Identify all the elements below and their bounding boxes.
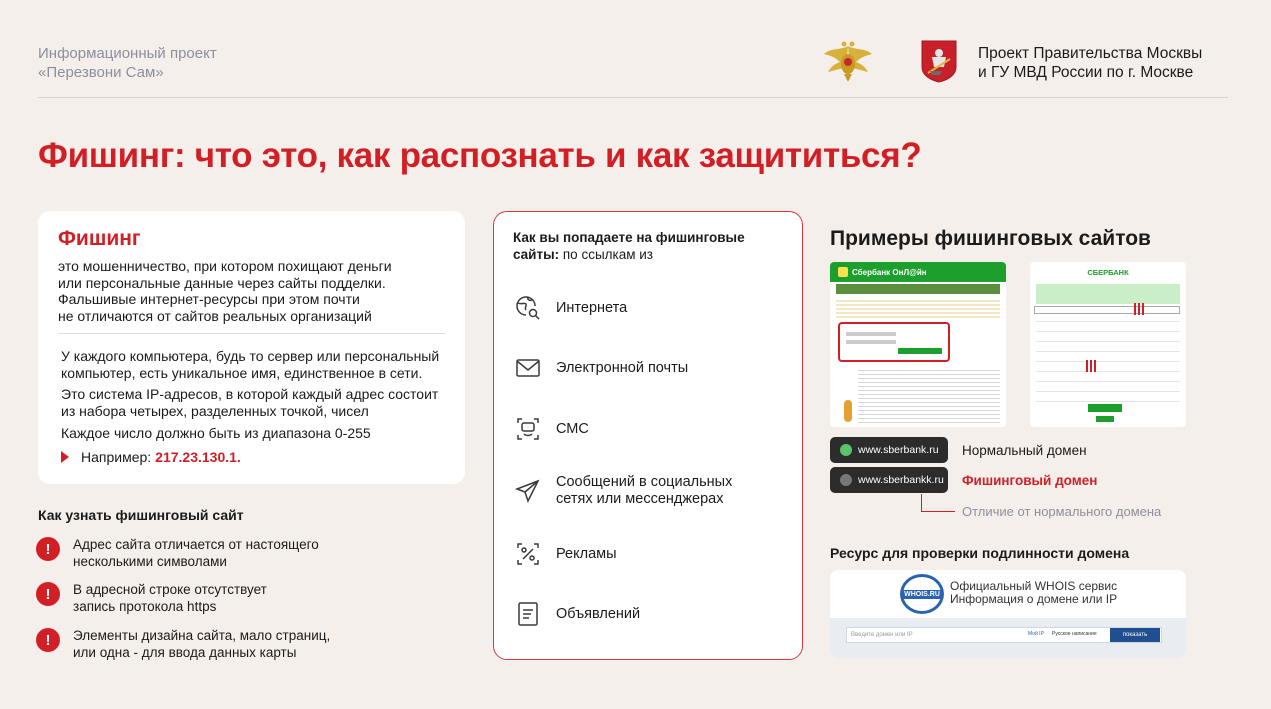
percent-icon [513,539,543,569]
globe-icon [840,474,852,486]
difference-pointer [921,494,922,511]
definition-line: не отличаются от сайтов реальных организаций [58,308,372,325]
warning-line: несколькими символами [73,553,227,569]
paper-plane-icon [513,476,543,506]
government-label-line1: Проект Правительства Москвы [978,45,1203,62]
paragraph-line: компьютер, есть уникальное имя, единственное в сети. [61,365,423,381]
document-icon [513,599,543,629]
paragraph-line: из набора четырех, разделенных точкой, чисел [61,403,369,419]
difference-label: Отличие от нормального домена [962,504,1162,519]
warning-line: В адресной строке отсутствует [73,582,267,597]
project-label-line1: Информационный проект [38,45,217,62]
warning-item [36,582,373,615]
ip-paragraph-2 [61,386,461,420]
whois-logo-icon [900,574,944,614]
example-value: 217.23.130.1. [155,449,241,465]
ip-paragraph-1 [61,348,461,382]
shot-input [846,340,896,344]
how-to-spot-heading: Как узнать фишинговый сайт [38,507,244,523]
shot-nav-bar [836,284,1000,294]
definition-text [58,258,458,325]
warning-text [73,582,373,615]
whois-option[interactable]: Мой IP [1028,631,1044,637]
warning-line: Адрес сайта отличается от настоящего [73,537,319,552]
arrow-right-icon [61,451,69,463]
shot-submit-button [1096,416,1114,422]
sms-icon [513,414,543,444]
channels-heading-bold: сайты: [513,247,560,262]
warning-text [73,628,373,661]
channel-label: Объявлений [556,605,641,622]
normal-domain-text: www.sberbank.ru [858,444,939,456]
definition-heading: Фишинг [58,227,141,250]
sber-brand-text: Сбербанк ОнЛ@йн [852,267,927,277]
warning-line: запись протокола https [73,598,217,614]
shot-mascot-icon [844,400,852,422]
whois-show-button[interactable]: показать [1110,628,1160,642]
shot-text-block [836,298,1000,318]
shot-highlight-mark [1134,303,1144,315]
channel-label [556,474,776,508]
phishing-domain-pill [830,467,948,493]
warning-icon: ! [36,628,60,652]
channel-label: СМС [556,420,589,437]
moscow-coat-of-arms-icon [920,39,958,83]
channel-ads [513,539,776,569]
shot-form-rows [1036,320,1180,402]
envelope-icon [513,353,543,383]
channel-label: Электронной почты [556,359,689,376]
whois-screenshot [830,570,1186,658]
whois-search-input[interactable]: Введите домен или IP [846,627,1162,643]
channel-sms [513,414,776,444]
sber-brand-logo: СБЕРБАНК [1087,268,1129,277]
paragraph-line: У каждого компьютера, будь то сервер или персональный [61,348,440,364]
warning-line: или одна - для ввода данных карты [73,644,297,660]
warning-item [36,537,373,570]
shot-submit-button [1088,404,1122,412]
page-title: Фишинг: что это, как распознать и как защититься? [38,136,922,175]
definition-line: Фальшивые интернет-ресурсы при этом почти [58,291,360,308]
definition-line: или персональные данные через сайты подделки. [58,274,386,291]
sber-brand-bar [830,262,1006,282]
shot-login-form-highlight [838,322,950,362]
warning-line: Элементы дизайна сайта, мало страниц, [73,628,331,643]
phishing-screenshot-2 [1030,262,1186,427]
channel-label-line: Сообщений в социальных [556,474,733,490]
shot-text-block [858,368,1000,423]
paragraph-line: Это система IP-адресов, в которой каждый адрес состоит [61,386,439,402]
shot-highlight-mark [1086,360,1096,372]
government-label [978,44,1202,82]
channel-label: Рекламы [556,545,617,562]
shot-notice-block [1036,284,1180,304]
difference-pointer [921,511,955,512]
normal-domain-pill [830,437,948,463]
ip-example [61,449,241,465]
ip-paragraph-3: Каждое число должно быть из диапазона 0-255 [61,425,371,441]
whois-line: Информация о домене или IP [950,592,1118,606]
mvd-emblem-icon [822,38,874,84]
warning-icon: ! [36,582,60,606]
whois-line: Официальный WHOIS сервис [950,579,1118,593]
header-divider [38,97,1228,98]
definition-divider [58,333,445,334]
project-label [38,44,217,82]
globe-search-icon [513,293,543,323]
normal-domain-label: Нормальный домен [962,443,1087,458]
channel-internet [513,293,776,323]
channel-social [513,474,776,508]
channel-label-line: сетях или мессенджерах [556,491,724,507]
project-label-line2: «Перезвони Сам» [38,64,164,81]
warning-item [36,628,373,661]
warning-text [73,537,373,570]
government-label-line2: и ГУ МВД России по г. Москве [978,64,1194,81]
channels-heading [513,229,783,263]
phishing-screenshot-1 [830,262,1006,427]
whois-logo-text: WHOIS.RU [901,590,943,599]
shot-input [846,332,896,336]
phishing-domain-text: www.sberbankk.ru [858,474,944,486]
shot-login-button [898,348,942,354]
secure-lock-icon [840,444,852,456]
sber-logo-icon [838,267,848,277]
whois-description [950,580,1117,606]
shot-field [1034,306,1180,314]
channels-heading-bold: Как вы попадаете на фишинговые [513,230,745,245]
definition-line: это мошенничество, при котором похищают деньги [58,258,392,274]
whois-option[interactable]: Русское написание [1052,631,1097,637]
channels-heading-rest: по ссылкам из [559,247,653,262]
example-label: Например: [81,449,152,465]
channel-announcements [513,599,776,629]
phishing-domain-label: Фишинговый домен [962,473,1098,488]
resource-heading: Ресурс для проверки подлинности домена [830,545,1130,561]
channel-label: Интернета [556,299,628,316]
warning-icon: ! [36,537,60,561]
examples-heading: Примеры фишинговых сайтов [830,227,1151,250]
channel-email [513,353,776,383]
